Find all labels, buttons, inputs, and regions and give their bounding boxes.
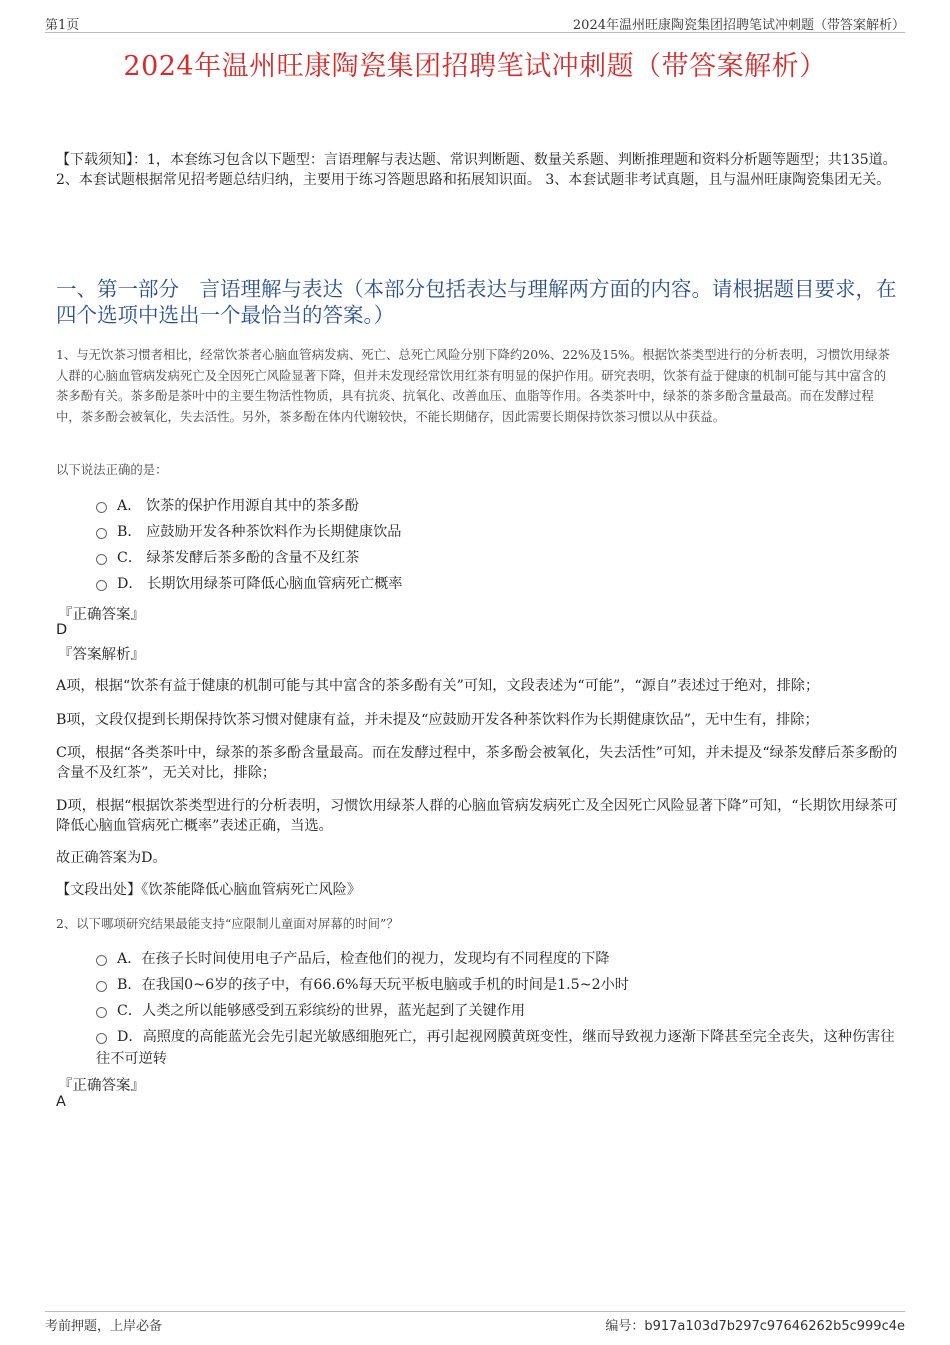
q1-option-c[interactable] — [96, 547, 898, 569]
page-title: 2024年温州旺康陶瓷集团招聘笔试冲刺题（带答案解析） — [123, 51, 827, 82]
radio-icon[interactable] — [96, 528, 107, 539]
page-number: 第1页 — [45, 18, 80, 33]
option-label: A．在孩子长时间使用电子产品后，检查他们的视力，发现均有不同程度的下降 — [117, 951, 610, 967]
q2-answer-tag: 『正确答案』 — [58, 1078, 145, 1094]
q2-answer: A — [56, 1094, 66, 1110]
q1-explanation-c: C项，根据“各类茶叶中，绿茶的茶多酚含量最高。而在发酵过程中，茶多酚会被氧化，失去活性”可知，并未提及“绿茶发酵后茶多酚的含量不及红茶”，无关对比，排除； — [56, 745, 898, 781]
page-header — [45, 14, 905, 33]
q1-conclusion: 故正确答案为D。 — [56, 850, 167, 866]
radio-icon[interactable] — [96, 554, 107, 565]
footer-code — [605, 1315, 905, 1334]
footer-slogan: 考前押题，上岸必备 — [45, 1319, 163, 1334]
footer-code-value: b917a103d7b297c97646262b5c999c4e — [644, 1319, 905, 1334]
q1-stem: 1、与无饮茶习惯者相比，经常饮茶者心脑血管病发病、死亡、总死亡风险分别下降约20%、22%及15%。根据饮茶类型进行的分析表明，习惯饮用绿茶人群的心脑血管病发病死亡及全因死亡风险显著下降，但并未发现经常饮用红茶有明显的保护作用。研究表明，饮茶有益于健康的机制可能与其中富含的茶多酚有关。茶多酚是茶叶中的主要生物活性物质，具有抗炎、抗氧化、改善血压、血脂等作用。各类茶叶中，绿茶的茶多酚含量最高。而在发酵过程中，茶多酚会被氧化，失去活性。另外，茶多酚在体内代谢较快，不能长期储存，因此需要长期保持饮茶习惯以从中获益。 — [56, 347, 890, 424]
q2-stem: 2、以下哪项研究结果最能支持“应限制儿童面对屏幕的时间”？ — [56, 916, 399, 931]
option-label: C． 绿茶发酵后茶多酚的含量不及红茶 — [117, 550, 360, 566]
option-label: D． 长期饮用绿茶可降低心脑血管病死亡概率 — [117, 576, 403, 592]
q1-option-b[interactable] — [96, 521, 898, 543]
option-label: A． 饮茶的保护作用源自其中的茶多酚 — [117, 498, 359, 514]
q1-explanation-d: D项，根据“根据饮茶类型进行的分析表明，习惯饮用绿茶人群的心脑血管病发病死亡及全因死亡风险显著下降”可知，“长期饮用绿茶可降低心脑血管病死亡概率”表述正确，当选。 — [56, 798, 898, 834]
q1-explanation-a: A项，根据“饮茶有益于健康的机制可能与其中富含的茶多酚有关”可知，文段表述为“可能”，“源自”表述过于绝对，排除； — [56, 678, 820, 694]
option-label: B． 应鼓励开发各种茶饮料作为长期健康饮品 — [117, 524, 402, 540]
radio-icon[interactable] — [96, 981, 107, 992]
download-notice: 【下载须知】：1，本套练习包含以下题型：言语理解与表达题、常识判断题、数量关系题、判断推理题和资料分析题等题型；共135道。 2、本套试题根据常见招考题总结归纳，主要用于练习答题思路和拓展知识面。 3、本套试题非考试真题，且与温州旺康陶瓷集团无关。 — [56, 152, 897, 188]
q2-option-c[interactable] — [96, 1000, 898, 1022]
radio-icon[interactable] — [96, 502, 107, 513]
q1-prompt: 以下说法正确的是： — [56, 462, 168, 477]
radio-icon[interactable] — [96, 580, 107, 591]
page-footer — [45, 1311, 905, 1332]
q2-option-b[interactable] — [96, 974, 898, 996]
q2-option-a[interactable] — [96, 948, 898, 970]
q1-analysis-tag: 『答案解析』 — [58, 647, 145, 663]
footer-code-label: 编号： — [605, 1319, 645, 1334]
radio-icon[interactable] — [96, 955, 107, 966]
q2-option-d[interactable] — [96, 1026, 898, 1070]
header-doc-title: 2024年温州旺康陶瓷集团招聘笔试冲刺题（带答案解析） — [572, 18, 905, 33]
option-label: C．人类之所以能够感受到五彩缤纷的世界，蓝光起到了关键作用 — [117, 1003, 526, 1019]
q1-option-d[interactable] — [96, 573, 898, 595]
section-heading: 一、第一部分 言语理解与表达（本部分包括表达与理解两方面的内容。请根据题目要求，在四个选项中选出一个最恰当的答案。） — [56, 277, 897, 327]
q1-answer-tag: 『正确答案』 — [58, 607, 145, 623]
option-label: D．高照度的高能蓝光会先引起光敏感细胞死亡，再引起视网膜黄斑变性，继而导致视力逐渐下降甚至完全丧失，这种伤害往往不可逆转 — [96, 1029, 895, 1067]
q1-source: 【文段出处】《饮茶能降低心脑血管病死亡风险》 — [56, 882, 362, 898]
q1-answer: D — [56, 622, 68, 638]
radio-icon[interactable] — [96, 1007, 107, 1018]
option-label: B．在我国0~6岁的孩子中，有66.6%每天玩平板电脑或手机的时间是1.5~2小时 — [117, 977, 629, 993]
q1-explanation-b: B项，文段仅提到长期保持饮茶习惯对健康有益，并未提及“应鼓励开发各种茶饮料作为长期健康饮品”，无中生有，排除； — [56, 712, 819, 728]
radio-icon[interactable] — [96, 1033, 107, 1044]
q1-option-a[interactable] — [96, 495, 898, 517]
